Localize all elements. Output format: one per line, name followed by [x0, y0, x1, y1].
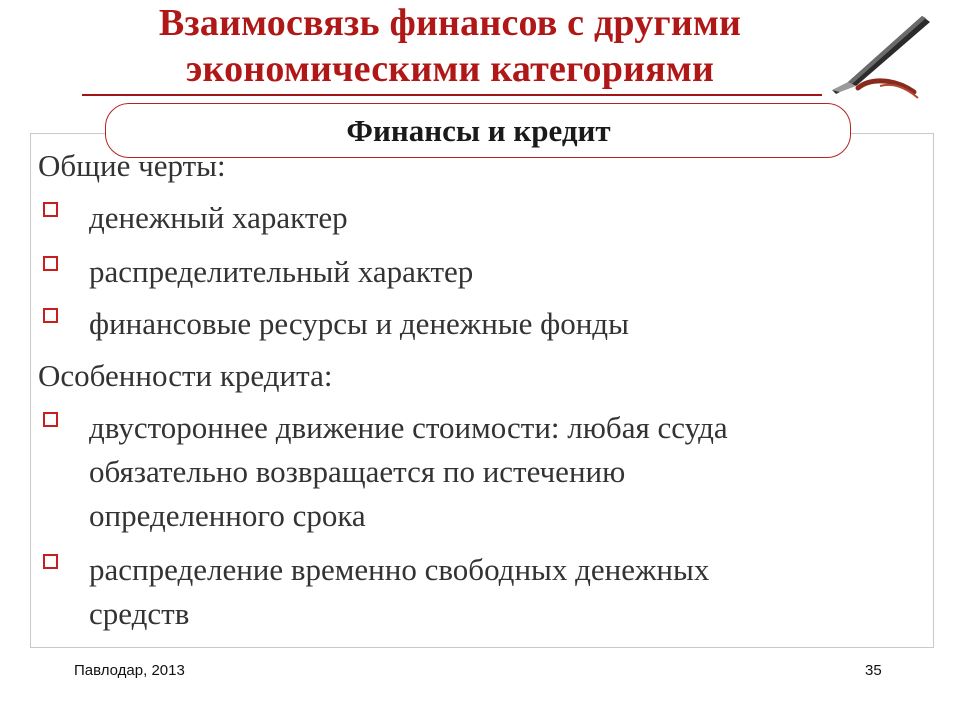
common-features-heading: Общие черты: [38, 148, 226, 183]
credit-features-heading: Особенности кредита: [38, 358, 333, 393]
square-bullet-icon [43, 202, 58, 217]
square-bullet-icon [43, 256, 58, 271]
slide-title-line-1: Взаимосвязь финансов с другими [158, 2, 742, 44]
title-underline [82, 94, 822, 96]
square-bullet-icon [43, 412, 58, 427]
list-item: распределительный характер [89, 254, 474, 289]
pen-icon [822, 8, 930, 108]
list-item-line: распределение временно свободных денежных [89, 552, 710, 587]
list-item: финансовые ресурсы и денежные фонды [89, 306, 629, 341]
list-item-line: обязательно возвращается по истечению [89, 454, 626, 489]
list-item-line: двустороннее движение стоимости: любая ссуда [89, 410, 728, 445]
subtitle: Финансы и кредит [346, 113, 611, 148]
square-bullet-icon [43, 308, 58, 323]
list-item-line: определенного срока [89, 498, 366, 533]
square-bullet-icon [43, 554, 58, 569]
footer-location-year: Павлодар, 2013 [74, 662, 185, 679]
slide-number: 35 [865, 662, 882, 679]
list-item: денежный характер [89, 200, 348, 235]
slide-title-line-2: экономическими категориями [185, 48, 715, 90]
list-item-line: средств [89, 596, 190, 631]
slide-title [70, 0, 830, 92]
